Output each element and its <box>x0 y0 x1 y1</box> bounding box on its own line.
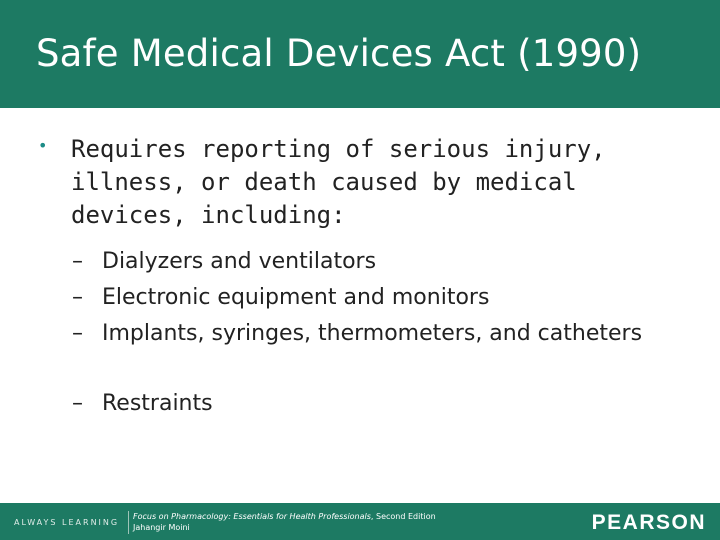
main-bullet-text: Requires reporting of serious injury, illness, or death caused by medical devices, including: <box>71 135 606 229</box>
sub-bullet-text: Dialyzers and ventilators <box>102 249 377 274</box>
slide-title: Safe Medical Devices Act (1990) <box>36 32 642 75</box>
sub-bullet-text: Electronic equipment and monitors <box>102 285 490 310</box>
footer-credit <box>133 511 436 533</box>
dash-icon: – <box>72 249 83 274</box>
pearson-logo: PEARSON <box>591 511 706 534</box>
footer-tagline: ALWAYS LEARNING <box>14 518 120 527</box>
bullet-dot-icon: • <box>38 136 48 155</box>
footer-edition: , Second Edition <box>370 512 436 521</box>
dash-icon: – <box>72 285 83 310</box>
dash-icon: – <box>72 391 83 416</box>
footer-divider <box>128 511 129 534</box>
footer-author: Jahangir Moini <box>133 523 190 532</box>
footer-bar <box>0 503 720 540</box>
dash-icon: – <box>72 321 83 346</box>
footer-book-title: Focus on Pharmacology: Essentials for Health Professionals <box>133 512 371 521</box>
sub-bullet-text: Restraints <box>102 391 213 416</box>
sub-bullet-text: Implants, syringes, thermometers, and catheters <box>102 321 643 346</box>
